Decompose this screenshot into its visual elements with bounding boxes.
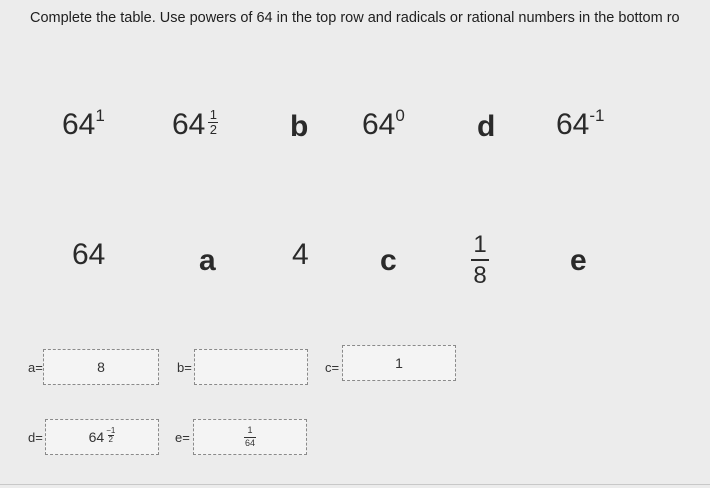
answer-a-input[interactable]: [43, 349, 159, 385]
answer-e-label: e=: [175, 430, 190, 445]
exponent-fraction: $\frac{1}{2}$: [209, 107, 217, 137]
answer-d-value: 64 $\frac{-1}{2}$: [88, 425, 116, 445]
bottom-cell-5: [471, 228, 489, 288]
top-cell-2: [172, 107, 218, 141]
bottom-cell-6-unknown-e: e: [570, 244, 587, 277]
answer-d-label: d=: [28, 430, 43, 445]
answer-a-value: 8: [97, 359, 105, 375]
instructions: Complete the table. Use powers of 64 in the top row and radicals or rational numbers in the bottom ro: [30, 10, 680, 26]
answer-b-input[interactable]: [194, 349, 308, 385]
base: 64: [172, 108, 206, 141]
answer-d-exponent: $\frac{-1}{2}$: [106, 425, 116, 444]
base: 64: [62, 108, 96, 141]
answer-c-input[interactable]: [342, 345, 456, 381]
top-cell-3-unknown-b: b: [290, 110, 309, 143]
exponent: 1: [95, 106, 105, 125]
answer-d-input[interactable]: [45, 419, 159, 455]
bottom-cell-2-unknown-a: a: [199, 244, 216, 277]
answer-c-label: c=: [325, 360, 340, 375]
fraction: $\frac{1}{8}$: [471, 232, 489, 288]
answer-e-value: 1 64: [244, 425, 255, 448]
base: 64: [556, 108, 590, 141]
answer-e-input[interactable]: [193, 419, 307, 455]
top-cell-5-unknown-d: d: [477, 110, 496, 143]
bottom-cell-3: 4: [292, 238, 309, 271]
bottom-cell-4-unknown-c: c: [380, 244, 397, 277]
answer-b-label: b=: [177, 360, 192, 375]
answer-c-value: 1: [395, 355, 403, 371]
top-cell-6: [556, 106, 605, 141]
bottom-cell-1: 64: [72, 238, 106, 271]
top-cell-1: [62, 106, 105, 141]
answer-a-label: a=: [28, 360, 43, 375]
exponent-table: [0, 60, 710, 310]
exponent: 0: [395, 106, 405, 125]
divider: [0, 484, 710, 485]
base: 64: [362, 108, 396, 141]
exponent: -1: [589, 106, 605, 125]
top-cell-4: [362, 106, 405, 141]
